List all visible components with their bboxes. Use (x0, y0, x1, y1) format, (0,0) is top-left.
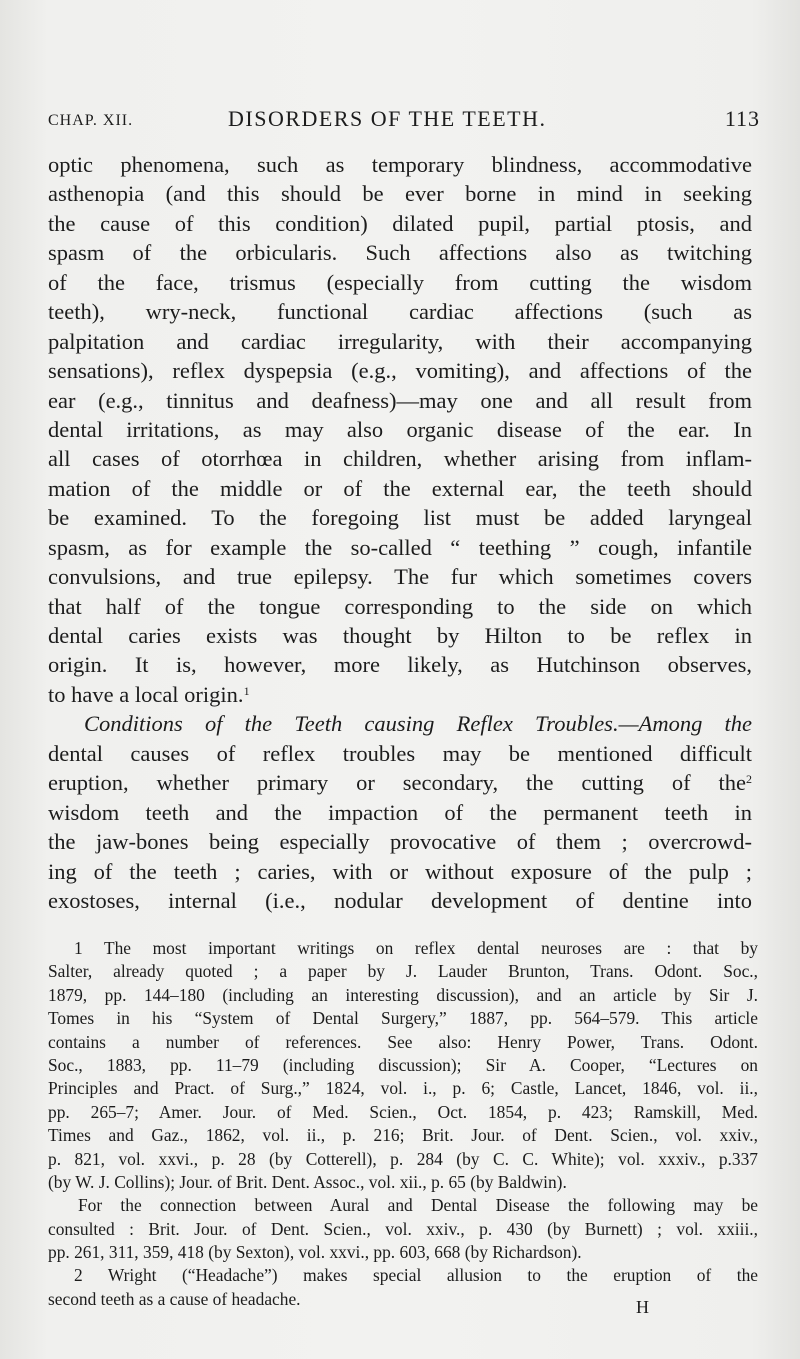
body-line: ear (e.g., tinnitus and deafness)—may one and all result from (48, 387, 752, 413)
footnote-marker-1: 1 (243, 683, 250, 698)
running-head (48, 106, 760, 136)
body-text (48, 150, 752, 915)
body-line-with-footnote-2 (48, 768, 752, 797)
footnote-line: Times and Gaz., 1862, vol. ii., p. 216; Brit. Jour. of Dent. Scien., vol. xxiv., (48, 1125, 758, 1146)
body-line: all cases of otorrhœa in children, whether arising from inflam- (48, 446, 752, 472)
footnote-line: Soc., 1883, pp. 11–79 (including discussion); Sir A. Cooper, “Lectures on (48, 1054, 758, 1075)
footnote-line: 1 The most important writings on reflex dental neuroses are : that by (74, 938, 758, 958)
footnote-line: pp. 265–7; Amer. Jour. of Med. Scien., Oct. 1854, p. 423; Ramskill, Med. (48, 1101, 758, 1122)
body-line: convulsions, and true epilepsy. The fur which sometimes covers (48, 564, 752, 590)
body-line: palpitation and cardiac irregularity, with their accompanying (48, 328, 752, 354)
section-heading: Conditions of the Teeth causing Reflex Troubles.—Among the (84, 711, 752, 737)
footnote-line: For the connection between Aural and Dental Disease the following may be (78, 1195, 758, 1216)
footnote-line: 2 Wright (“Headache”) makes special allusion to the eruption of the (74, 1265, 758, 1286)
footnote-line: 1879, pp. 144–180 (including an interesting discussion), and an article by Sir J. (48, 984, 758, 1005)
body-line-text: eruption, whether primary or secondary, the cutting of the (48, 770, 746, 796)
body-line: dental caries exists was thought by Hilton to be reflex in (48, 623, 752, 648)
section-heading-line (48, 709, 752, 738)
footnote-line: contains a number of references. See also: Henry Power, Trans. Odont. (48, 1031, 758, 1052)
page-number: 113 (724, 106, 760, 131)
footnotes (48, 937, 758, 1311)
body-line-text: to have a local origin. (48, 681, 244, 707)
body-line: ing of the teeth ; caries, with or without exposure of the pulp ; (48, 858, 752, 884)
body-line: dental causes of reflex troubles may be mentioned difficult (48, 740, 752, 766)
footnote-line: consulted : Brit. Jour. of Dent. Scien., vol. xxiv., p. 430 (by Burnett) ; vol. xxiii., (48, 1218, 758, 1239)
body-line-with-footnote-1 (48, 680, 752, 709)
body-line: spasm of the orbicularis. Such affections also as twitching (48, 240, 752, 266)
footnote-marker-2: 2 (746, 772, 752, 787)
footnote-line: Tomes in his “System of Dental Surgery,” 1887, pp. 564–579. This article (48, 1008, 758, 1029)
body-line: sensations), reflex dyspepsia (e.g., vomiting), and affections of the (48, 358, 752, 384)
body-line: exostoses, internal (i.e., nodular development of dentine into (48, 887, 752, 913)
body-line: be examined. To the foregoing list must be added laryngeal (48, 505, 752, 531)
chapter-title: DISORDERS OF THE TEETH. (228, 106, 547, 131)
footnote-line: Principles and Pract. of Surg.,” 1824, vol. i., p. 6; Castle, Lancet, 1846, vol. ii., (48, 1078, 758, 1099)
body-line: origin. It is, however, more likely, as Hutchinson observes, (48, 652, 752, 678)
body-line: optic phenomena, such as temporary blindness, accommodative (48, 152, 752, 177)
body-line: wisdom teeth and the impaction of the permanent teeth in (48, 799, 752, 825)
chapter-label: CHAP. XII. (48, 112, 134, 129)
body-line: the cause of this condition) dilated pupil, partial ptosis, and (48, 210, 752, 236)
body-line: spasm, as for example the so-called “ teething ” cough, infantile (48, 534, 752, 560)
footnote-line: p. 821, vol. xxvi., p. 28 (by Cotterell), p. 284 (by C. C. White); vol. xxxiv., p.337 (48, 1148, 758, 1169)
body-line: mation of the middle or of the external ear, the teeth should (48, 475, 752, 501)
footnote-line: Salter, already quoted ; a paper by J. Lauder Brunton, Trans. Odont. Soc., (48, 961, 758, 982)
body-line: teeth), wry-neck, functional cardiac affections (such as (48, 299, 752, 325)
signature-mark: H (636, 1297, 650, 1317)
body-line: of the face, trismus (especially from cutting the wisdom (48, 269, 752, 295)
footnote-line: pp. 261, 311, 359, 418 (by Sexton), vol. xxvi., pp. 603, 668 (by Richardson). (48, 1242, 582, 1263)
body-line: the jaw-bones being especially provocative of them ; overcrowd- (48, 829, 752, 855)
footnote-line: second teeth as a cause of headache. (48, 1288, 301, 1309)
body-line: dental irritations, as may also organic disease of the ear. In (48, 416, 752, 442)
footnote-line: (by W. J. Collins); Jour. of Brit. Dent. Assoc., vol. xii., p. 65 (by Baldwin). (48, 1171, 567, 1192)
body-line: asthenopia (and this should be ever borne in mind in seeking (48, 181, 752, 207)
body-line: that half of the tongue corresponding to the side on which (48, 593, 752, 619)
